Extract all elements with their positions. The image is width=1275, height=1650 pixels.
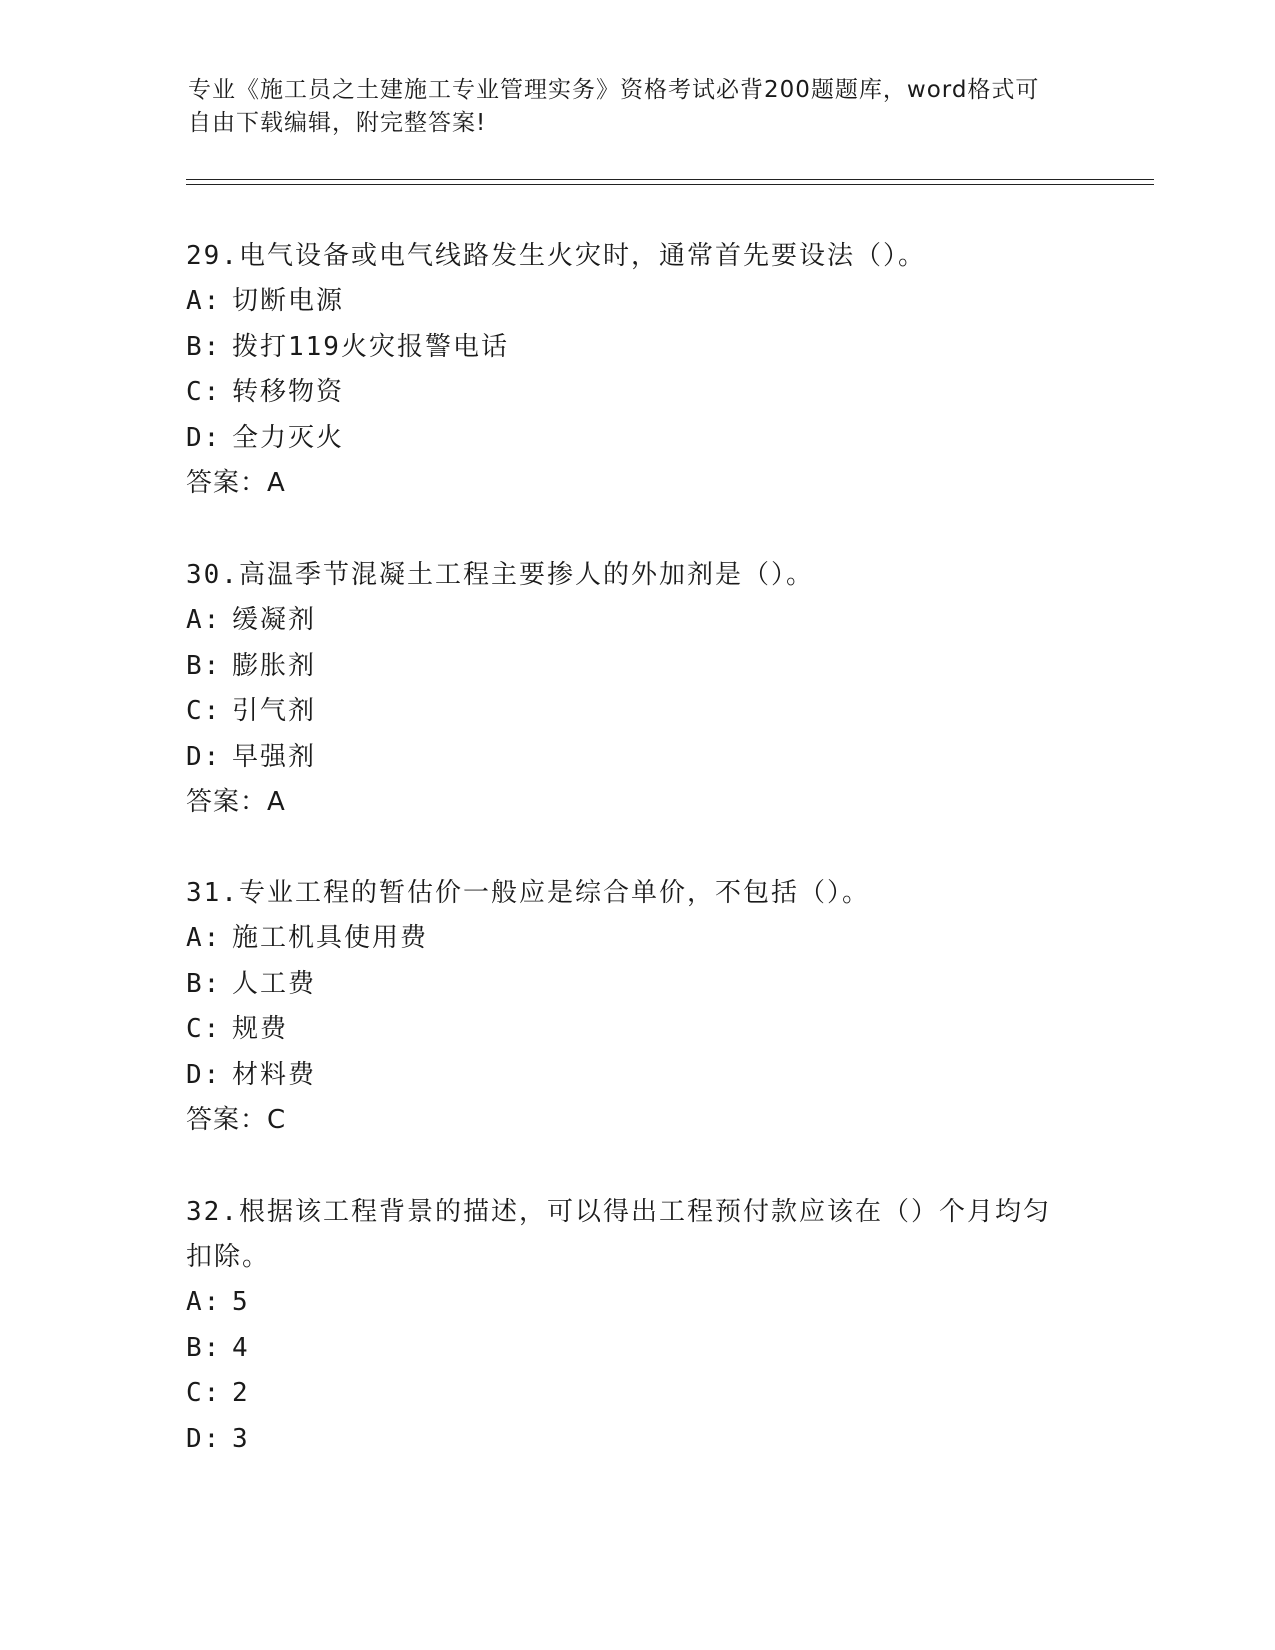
option-a [186, 916, 1086, 962]
header-divider-bottom [186, 184, 1154, 185]
option-c [186, 1371, 1086, 1417]
question-29 [186, 234, 1086, 506]
option-key: C: [186, 377, 222, 407]
answer-line: 答案：A [186, 787, 286, 817]
option-text: 转移物资 [232, 377, 345, 407]
option-key: C: [186, 696, 222, 726]
option-key: B: [186, 968, 222, 999]
option-d [186, 1417, 1086, 1463]
option-c [186, 1007, 1086, 1053]
option-text: 缓凝剂 [232, 605, 317, 635]
option-a [186, 598, 1086, 644]
option-text: 全力灭火 [232, 422, 345, 453]
option-key: A: [186, 286, 222, 316]
option-key: D: [186, 1423, 222, 1454]
option-key: C: [186, 1014, 222, 1044]
header-line-1: 专业《施工员之土建施工专业管理实务》资格考试必背200题题库，word格式可 [188, 77, 1040, 103]
question-stem: 30.高温季节混凝土工程主要掺人的外加剂是（）。 [186, 560, 814, 590]
option-text: 膨胀剂 [232, 650, 317, 681]
option-d [186, 735, 1086, 781]
option-text: 人工费 [232, 968, 317, 999]
question-30 [186, 553, 1086, 825]
answer-line: 答案：C [186, 1105, 287, 1135]
question-stem-continued: 扣除。 [186, 1242, 271, 1272]
option-text: 引气剂 [232, 696, 317, 726]
option-key: D: [186, 422, 222, 453]
option-c [186, 370, 1086, 416]
document-header [188, 74, 1068, 140]
option-d [186, 416, 1086, 462]
option-key: B: [186, 650, 222, 681]
question-stem: 31.专业工程的暂估价一般应是综合单价，不包括（）。 [186, 878, 870, 908]
option-b [186, 644, 1086, 690]
option-text: 早强剂 [232, 741, 317, 772]
answer-line: 答案：A [186, 468, 286, 498]
option-text: 拨打119火灾报警电话 [232, 331, 509, 362]
option-text: 材料费 [232, 1059, 317, 1090]
option-key: A: [186, 923, 222, 953]
option-text: 4 [232, 1332, 250, 1363]
option-c [186, 689, 1086, 735]
header-line-2: 自由下载编辑，附完整答案! [188, 110, 487, 136]
option-a [186, 1280, 1086, 1326]
option-key: A: [186, 605, 222, 635]
option-a [186, 279, 1086, 325]
question-32 [186, 1190, 1086, 1462]
option-text: 3 [232, 1423, 250, 1454]
option-d [186, 1053, 1086, 1099]
option-b [186, 325, 1086, 371]
option-b [186, 1326, 1086, 1372]
option-b [186, 962, 1086, 1008]
option-key: D: [186, 1059, 222, 1090]
option-text: 施工机具使用费 [232, 923, 429, 953]
option-key: D: [186, 741, 222, 772]
option-text: 切断电源 [232, 286, 345, 316]
option-key: A: [186, 1287, 222, 1317]
question-31 [186, 871, 1086, 1143]
option-key: B: [186, 331, 222, 362]
option-text: 2 [232, 1378, 250, 1408]
option-text: 规费 [232, 1014, 289, 1044]
option-key: B: [186, 1332, 222, 1363]
header-divider-top [186, 179, 1154, 180]
option-text: 5 [232, 1287, 250, 1317]
question-stem: 32.根据该工程背景的描述，可以得出工程预付款应该在（）个月均匀 [186, 1197, 1051, 1227]
option-key: C: [186, 1378, 222, 1408]
question-stem: 29.电气设备或电气线路发生火灾时，通常首先要设法（）。 [186, 241, 926, 271]
